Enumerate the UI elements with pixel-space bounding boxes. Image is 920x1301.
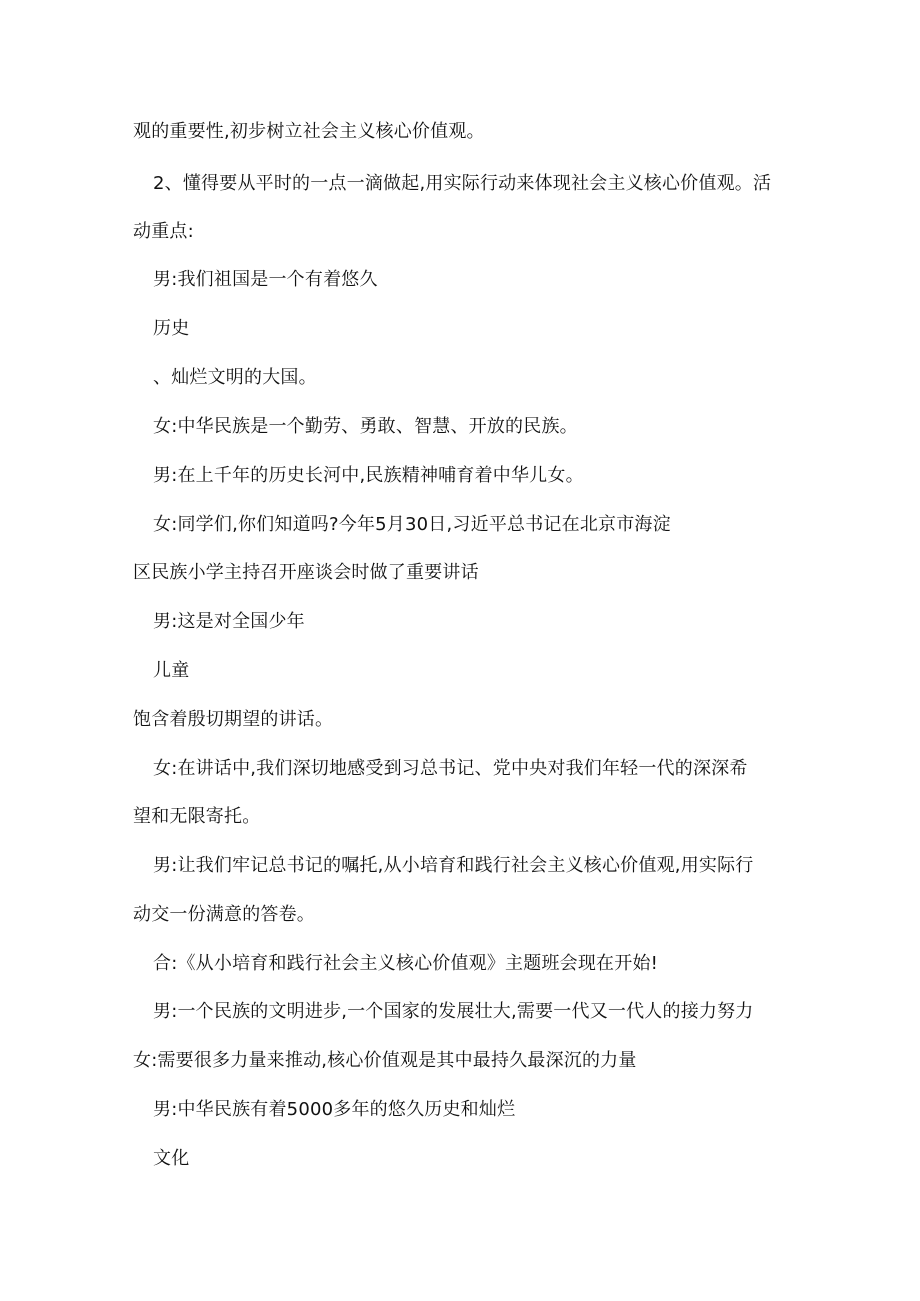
text-line: 男:我们祖国是一个有着悠久 [153, 269, 378, 290]
text-line: 观的重要性,初步树立社会主义核心价值观。 [133, 121, 485, 142]
text-line: 女:需要很多力量来推动,核心价值观是其中最持久最深沉的力量 [133, 1050, 637, 1071]
text-line: 动交一份满意的答卷。 [133, 904, 315, 925]
text-line: 女:在讲话中,我们深切地感受到习总书记、党中央对我们年轻一代的深深希 [153, 758, 748, 779]
text-line: 男:在上千年的历史长河中,民族精神哺育着中华儿女。 [153, 465, 584, 486]
text-line: 望和无限寄托。 [133, 806, 261, 827]
text-line: 文化 [153, 1148, 190, 1169]
text-line: 男:让我们牢记总书记的嘱托,从小培育和践行社会主义核心价值观,用实际行 [153, 855, 754, 876]
text-line: 男:一个民族的文明进步,一个国家的发展壮大,需要一代又一代人的接力努力 [153, 1001, 754, 1022]
text-line: 儿童 [153, 660, 190, 681]
text-line: 合:《从小培育和践行社会主义核心价值观》主题班会现在开始! [153, 953, 659, 974]
text-line: 女:中华民族是一个勤劳、勇敢、智慧、开放的民族。 [153, 416, 578, 437]
text-line: 饱含着殷切期望的讲话。 [133, 709, 334, 730]
text-line: 女:同学们,你们知道吗?今年5月30日,习近平总书记在北京市海淀 [153, 514, 671, 535]
text-line: 历史 [153, 318, 190, 339]
text-line: 区民族小学主持召开座谈会时做了重要讲话 [133, 562, 479, 583]
text-line: 男:这是对全国少年 [153, 611, 305, 632]
text-line: 2、懂得要从平时的一点一滴做起,用实际行动来体现社会主义核心价值观。活 [153, 173, 772, 194]
text-line: 动重点: [133, 221, 194, 242]
text-line: 男:中华民族有着5000多年的悠久历史和灿烂 [153, 1099, 516, 1120]
text-line: 、灿烂文明的大国。 [153, 367, 317, 388]
